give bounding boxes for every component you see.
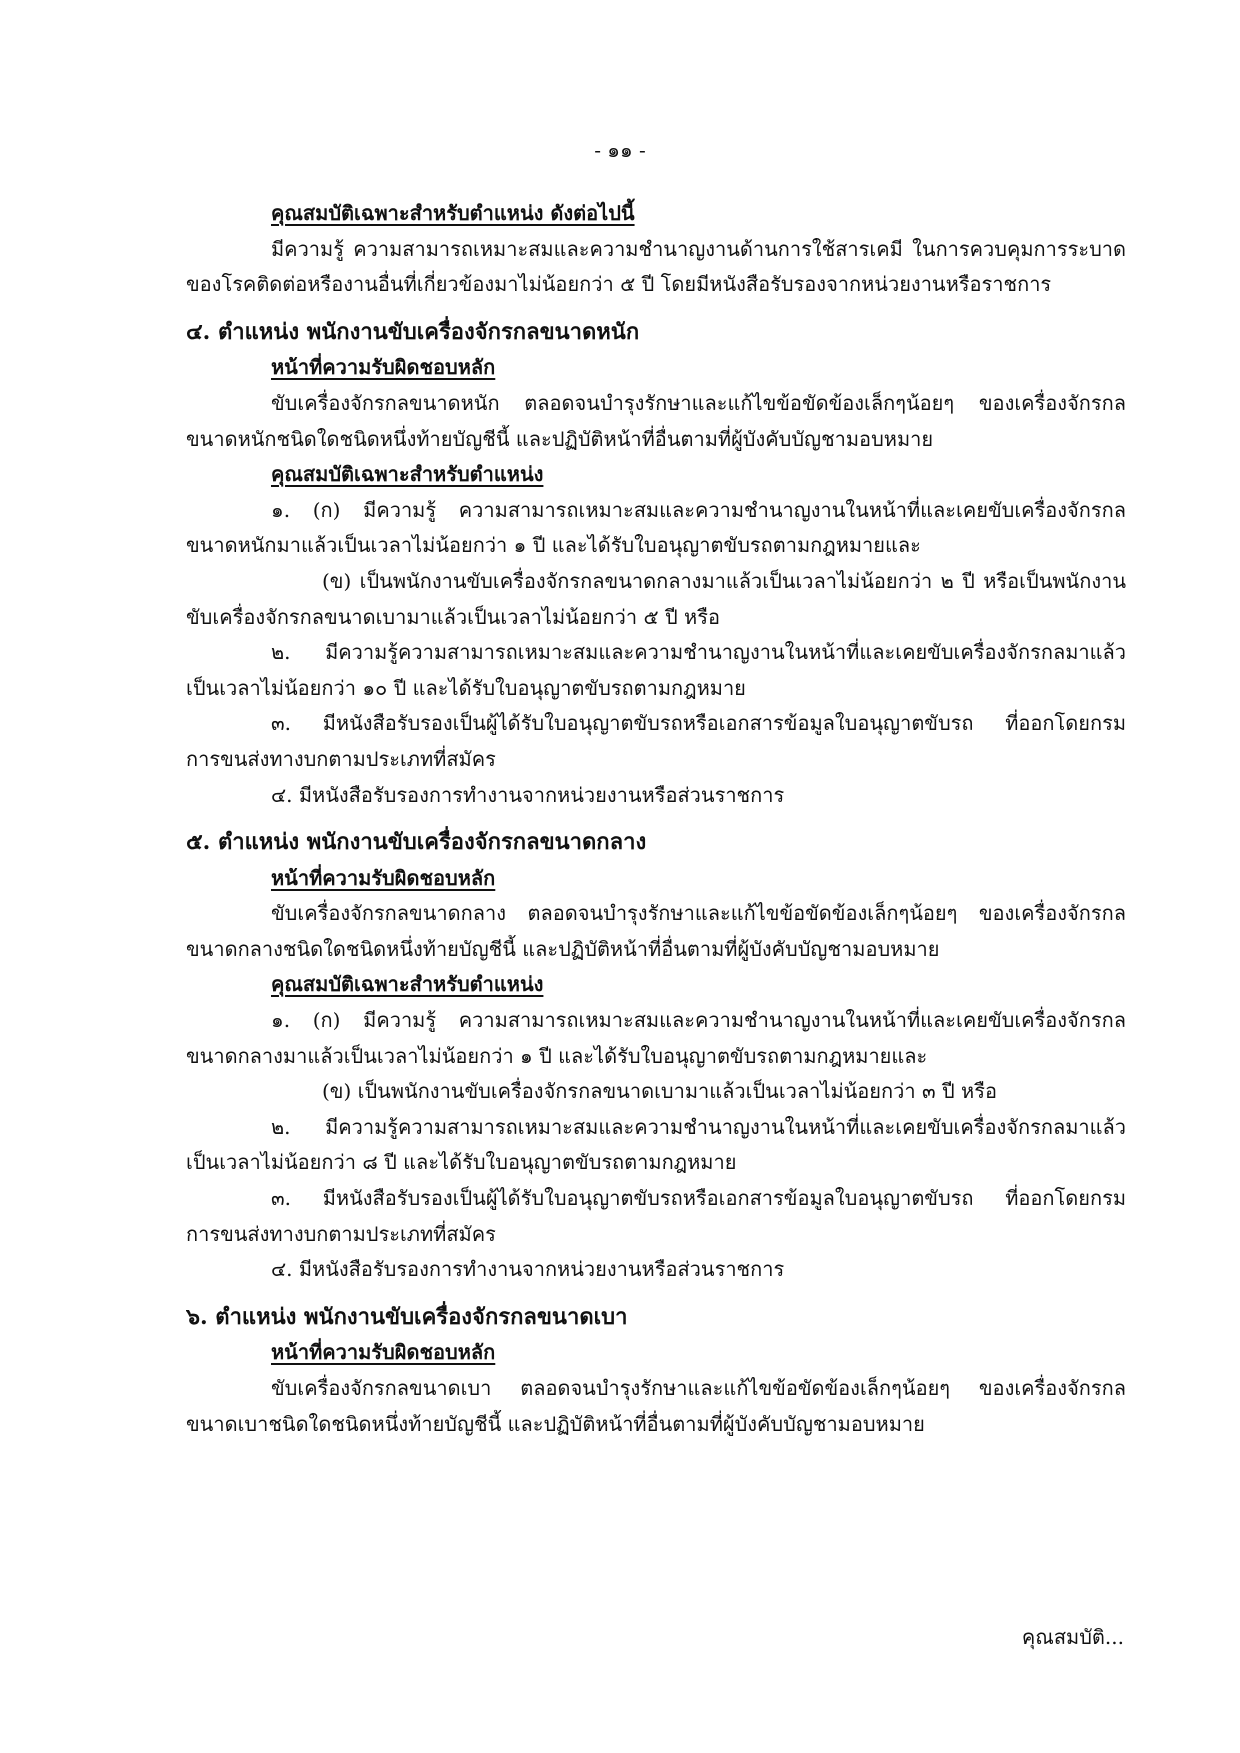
qualifications-heading: คุณสมบัติเฉพาะสำหรับตำแหน่ง <box>271 972 544 997</box>
duties-heading: หน้าที่ความรับผิดชอบหลัก <box>271 355 496 380</box>
qualification-line: เป็นเวลาไม่น้อยกว่า ๑๐ ปี และได้รับใบอนุญาตขับรถตามกฎหมาย <box>186 675 746 700</box>
qualifications-heading: คุณสมบัติเฉพาะสำหรับตำแหน่ง <box>271 462 544 487</box>
qualification-line: ขับเครื่องจักรกลขนาดเบามาแล้วเป็นเวลาไม่น้อยกว่า ๕ ปี หรือ <box>186 604 720 629</box>
qualification-line: (ข) เป็นพนักงานขับเครื่องจักรกลขนาดเบามาแล้วเป็นเวลาไม่น้อยกว่า ๓ ปี หรือ <box>322 1079 997 1104</box>
duties-heading: หน้าที่ความรับผิดชอบหลัก <box>271 865 496 890</box>
qualification-line: ๔. มีหนังสือรับรองการทำงานจากหน่วยงานหรือส่วนราชการ <box>271 1257 785 1282</box>
qualification-line: ๒. มีความรู้ความสามารถเหมาะสมและความชำนาญงานในหน้าที่และเคยขับเครื่องจักรกลมาแล้ว <box>271 1114 1126 1139</box>
qualification-line: ๑. (ก) มีความรู้ ความสามารถเหมาะสมและความชำนาญงานในหน้าที่และเคยขับเครื่องจักรกล <box>271 1008 1126 1033</box>
duties-heading: หน้าที่ความรับผิดชอบหลัก <box>271 1340 496 1365</box>
duties-line: ขับเครื่องจักรกลขนาดกลาง ตลอดจนบำรุงรักษาและแก้ไขข้อขัดข้องเล็กๆน้อยๆ ของเครื่องจักรกล <box>271 901 1126 926</box>
qualification-line: เป็นเวลาไม่น้อยกว่า ๘ ปี และได้รับใบอนุญาตขับรถตามกฎหมาย <box>186 1150 737 1175</box>
intro-heading: คุณสมบัติเฉพาะสำหรับตำแหน่ง ดังต่อไปนี้ <box>271 201 635 225</box>
intro-body-line: มีความรู้ ความสามารถเหมาะสมและความชำนาญงานด้านการใช้สารเคมี ในการควบคุมการระบาด <box>271 236 1126 261</box>
qualification-line: ๑. (ก) มีความรู้ ความสามารถเหมาะสมและความชำนาญงานในหน้าที่และเคยขับเครื่องจักรกล <box>271 497 1126 522</box>
qualification-line: ๓. มีหนังสือรับรองเป็นผู้ได้รับใบอนุญาตขับรถหรือเอกสารข้อมูลใบอนุญาตขับรถ ที่ออกโดยกรม <box>271 711 1126 736</box>
intro-body-line: ของโรคติดต่อหรืองานอื่นที่เกี่ยวข้องมาไม่น้อยกว่า ๕ ปี โดยมีหนังสือรับรองจากหน่วยงานหรือราชการ <box>186 272 1052 297</box>
qualification-line: ๔. มีหนังสือรับรองการทำงานจากหน่วยงานหรือส่วนราชการ <box>271 782 785 807</box>
qualification-line: ๓. มีหนังสือรับรองเป็นผู้ได้รับใบอนุญาตขับรถหรือเอกสารข้อมูลใบอนุญาตขับรถ ที่ออกโดยกรม <box>271 1186 1126 1211</box>
page-number: - ๑๑ - <box>594 138 646 162</box>
qualification-line: การขนส่งทางบกตามประเภทที่สมัคร <box>186 1221 496 1246</box>
section-heading: ๖. ตำแหน่ง พนักงานขับเครื่องจักรกลขนาดเบา <box>186 1303 628 1330</box>
qualification-line: (ข) เป็นพนักงานขับเครื่องจักรกลขนาดกลางมาแล้วเป็นเวลาไม่น้อยกว่า ๒ ปี หรือเป็นพนักงาน <box>322 568 1126 593</box>
document-body <box>186 196 1126 1442</box>
qualification-line: การขนส่งทางบกตามประเภทที่สมัคร <box>186 746 496 771</box>
qualification-line: ๒. มีความรู้ความสามารถเหมาะสมและความชำนาญงานในหน้าที่และเคยขับเครื่องจักรกลมาแล้ว <box>271 640 1126 665</box>
continuation-marker: คุณสมบัติ... <box>1021 1625 1124 1649</box>
section-heading: ๔. ตำแหน่ง พนักงานขับเครื่องจักรกลขนาดหนัก <box>186 318 640 345</box>
duties-line: ขนาดกลางชนิดใดชนิดหนึ่งท้ายบัญชีนี้ และปฏิบัติหน้าที่อื่นตามที่ผู้บังคับบัญชามอบหมาย <box>186 936 940 961</box>
duties-line: ขับเครื่องจักรกลขนาดหนัก ตลอดจนบำรุงรักษาและแก้ไขข้อขัดข้องเล็กๆน้อยๆ ของเครื่องจักรกล <box>271 390 1126 415</box>
section-heading: ๕. ตำแหน่ง พนักงานขับเครื่องจักรกลขนาดกลาง <box>186 829 647 856</box>
duties-line: ขนาดเบาชนิดใดชนิดหนึ่งท้ายบัญชีนี้ และปฏิบัติหน้าที่อื่นตามที่ผู้บังคับบัญชามอบหมาย <box>186 1411 925 1436</box>
duties-line: ขนาดหนักชนิดใดชนิดหนึ่งท้ายบัญชีนี้ และปฏิบัติหน้าที่อื่นตามที่ผู้บังคับบัญชามอบหมาย <box>186 426 934 451</box>
duties-line: ขับเครื่องจักรกลขนาดเบา ตลอดจนบำรุงรักษาและแก้ไขข้อขัดข้องเล็กๆน้อยๆ ของเครื่องจักรกล <box>271 1376 1126 1400</box>
qualification-line: ขนาดกลางมาแล้วเป็นเวลาไม่น้อยกว่า ๑ ปี และได้รับใบอนุญาตขับรถตามกฎหมายและ <box>186 1043 928 1068</box>
qualification-line: ขนาดหนักมาแล้วเป็นเวลาไม่น้อยกว่า ๑ ปี และได้รับใบอนุญาตขับรถตามกฎหมายและ <box>186 533 921 558</box>
